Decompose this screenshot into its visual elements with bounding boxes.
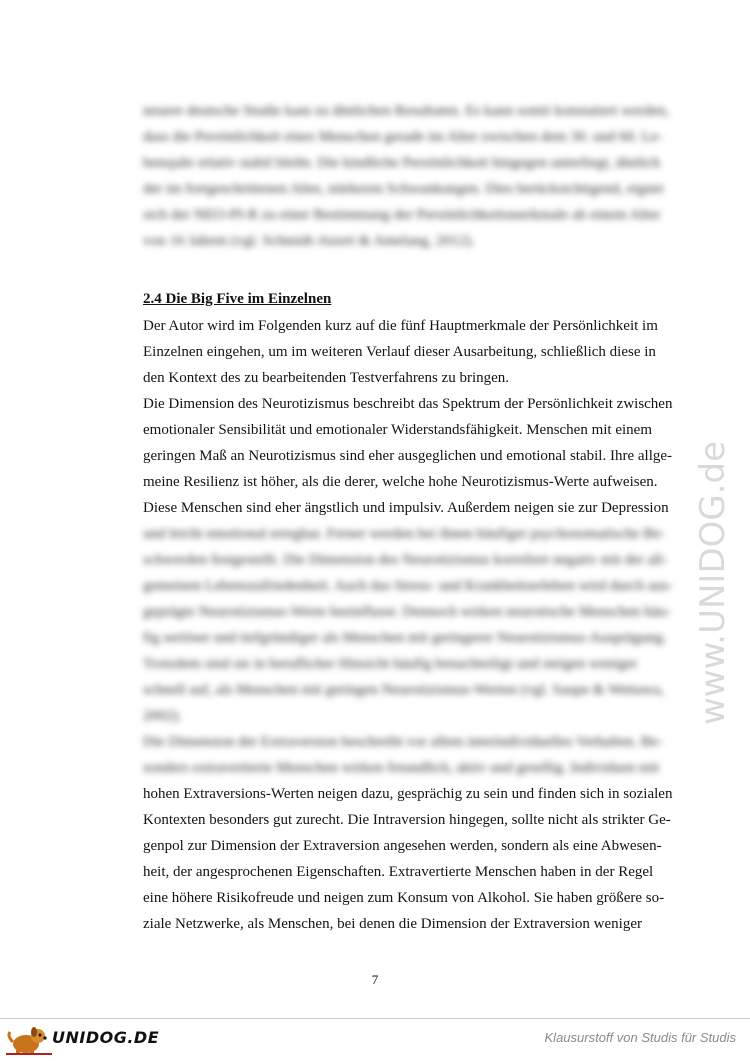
blurred-paragraph-top <box>143 98 677 254</box>
footer-tagline: Klausurstoff von Studis für Studis <box>544 1030 736 1045</box>
text-line: sich der NEO-PI-R zu einer Bestimmung der Persönlichkeitsmerkmale ab einem Alter <box>143 207 661 223</box>
text-line: der im fortgeschrittenen Alter, stärkeren Schwankungen. Dies berücksichtigend, eignet <box>143 181 664 197</box>
text-line: fig seriöser und tiefgründiger als Menschen mit geringerer Neurotizismus-Ausprägung. <box>143 630 667 646</box>
text-line: Diese Menschen sind eher ängstlich und impulsiv. Außerdem neigen sie zur Depression <box>143 500 669 516</box>
text-line: Die Dimension des Neurotizismus beschreibt das Spektrum der Persönlichkeit zwischen <box>143 396 673 412</box>
text-line: meine Resilienz ist höher, als die derer, welche hohe Neurotizismus-Werte aufweisen. <box>143 474 658 490</box>
paragraph-neuroticism <box>143 313 677 521</box>
text-line: 2002). <box>143 708 182 724</box>
page-number: 7 <box>371 972 379 987</box>
text-line: hohen Extraversions-Werten neigen dazu, gesprächig zu sein und finden sich in sozialen <box>143 786 673 802</box>
text-line: Einzelnen eingehen, um im weiteren Verlauf dieser Ausarbeitung, schließlich diese in <box>143 344 656 360</box>
text-line: geringen Maß an Neurotizismus sind eher ausgeglichen und emotional stabil. Ihre allge- <box>143 448 673 464</box>
text-line: sonders extravertierte Menschen wirken freundlich, aktiv und gesellig. Individuen mit <box>143 760 660 776</box>
text-line: genpol zur Dimension der Extraversion angesehen werden, sondern als eine Abwesen- <box>143 838 662 854</box>
text-line: dass die Persönlichkeit eines Menschen gerade im Alter zwischen dem 30. und 60. Le- <box>143 129 663 145</box>
text-line: schnell auf, als Menschen mit geringen Neurotizismus-Werten (vgl. Saupe & Wettawa, <box>143 682 664 698</box>
text-line: Der Autor wird im Folgenden kurz auf die fünf Hauptmerkmale der Persönlichkeit im <box>143 318 658 334</box>
text-line: geprägte Neurotizismus-Werte beeinflusst. Dennoch wirken neurotische Menschen häu- <box>143 604 671 620</box>
text-line: schwerden festgestellt. Die Dimension des Neurotizismus korreliert negativ mit der all- <box>143 552 668 568</box>
text-line: Kontexten besonders gut zurecht. Die Intraversion hingegen, sollte nicht als strikter Ge- <box>143 812 671 828</box>
section-heading: 2.4 Die Big Five im Einzelnen <box>143 291 332 307</box>
text-line: neuere deutsche Studie kam zu ähnlichen Resultaten. Es kann somit konstatiert werden, <box>143 103 670 119</box>
text-line: den Kontext des zu bearbeitenden Testverfahrens zu bringen. <box>143 370 510 386</box>
text-line: gemeinen Lebenszufriedenheit. Auch das Stress- und Krankheitserleben wird durch aus- <box>143 578 673 594</box>
text-line: von 16 Jahren (vgl. Schmidt-Atzert & Amelang, 2012). <box>143 233 475 249</box>
text-line: emotionaler Sensibilität und emotionaler Widerstandsfähigkeit. Menschen mit einem <box>143 422 652 438</box>
blurred-paragraph-middle <box>143 521 677 781</box>
text-line: bensjahr relativ stabil bleibt. Die kindliche Persönlichkeit hingegen unterliegt, ähnlich <box>143 155 660 171</box>
text-line: Trotzdem sind sie in beruflicher Hinsicht häufig benachteiligt und steigen weniger <box>143 656 638 672</box>
footer-divider <box>0 1018 750 1019</box>
text-line: eine höhere Risikofreude und neigen zum Konsum von Alkohol. Sie haben größere so- <box>143 890 665 906</box>
text-line: Die Dimension der Extraversion beschreibt vor allem interindividuelles Verhalten. Be- <box>143 734 663 750</box>
logo-text: UNIDOG.DE <box>52 1028 160 1047</box>
text-line: ziale Netzwerke, als Menschen, bei denen die Dimension der Extraversion weniger <box>143 916 642 932</box>
text-line: heit, der angesprochenen Eigenschaften. Extravertierte Menschen haben in der Regel <box>143 864 654 880</box>
watermark-text: www.UNIDOG.de <box>693 440 733 725</box>
dog-icon <box>4 1024 54 1056</box>
watermark <box>690 270 734 730</box>
text-line: und leicht emotional erregbar. Ferner werden bei ihnen häufiger psychosomatische Be- <box>143 526 665 542</box>
paragraph-extraversion <box>143 781 677 937</box>
